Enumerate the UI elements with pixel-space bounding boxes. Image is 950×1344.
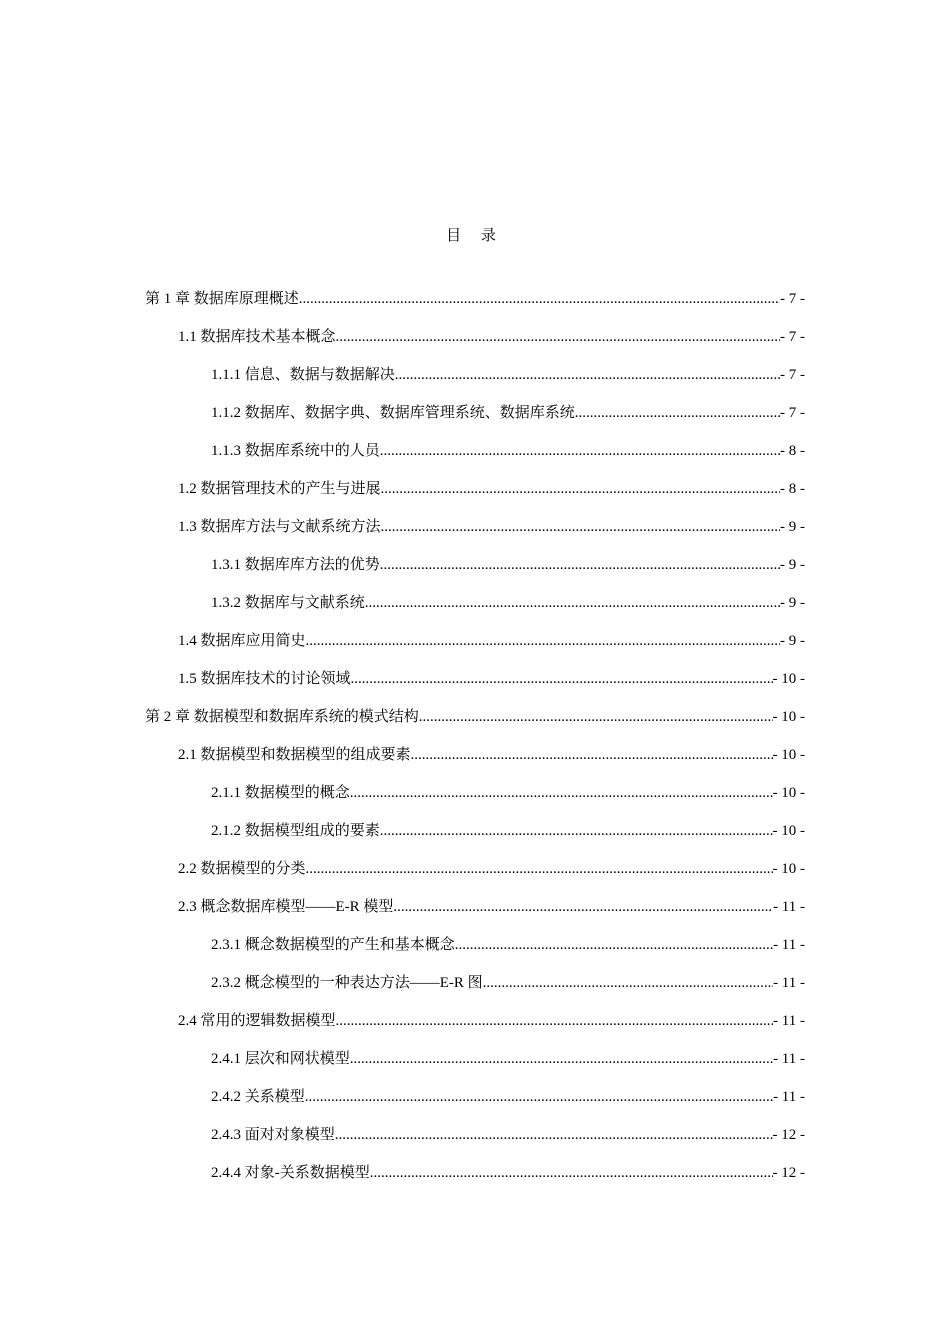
toc-entry-page-number: - 11 - (773, 1013, 805, 1029)
toc-entry-page-number: - 11 - (773, 1089, 805, 1105)
toc-entry-title: 2.4 常用的逻辑数据模型 (178, 1013, 336, 1029)
toc-entry[interactable] (0, 1010, 950, 1048)
toc-entry-title: 2.4.2 关系模型 (211, 1089, 305, 1105)
toc-entry-title: 2.3 概念数据库模型——E-R 模型 (178, 899, 394, 915)
toc-entry-line (211, 402, 805, 424)
toc-entry[interactable] (0, 706, 950, 744)
toc-entry-title: 2.2 数据模型的分类 (178, 861, 306, 877)
toc-dot-leader (305, 1086, 773, 1108)
toc-dot-leader (380, 554, 780, 576)
toc-entry[interactable] (0, 972, 950, 1010)
toc-entry[interactable] (0, 782, 950, 820)
toc-entry-page-number: - 10 - (772, 747, 805, 763)
toc-entry[interactable] (0, 630, 950, 668)
toc-entry-line (145, 288, 805, 310)
toc-entry-title: 2.4.3 面对对象模型 (211, 1127, 335, 1143)
toc-entry[interactable] (0, 554, 950, 592)
toc-dot-leader (335, 1124, 773, 1146)
toc-entry-line (178, 630, 805, 652)
toc-dot-leader (336, 326, 780, 348)
toc-entry-page-number: - 9 - (780, 595, 805, 611)
toc-dot-leader (381, 516, 780, 538)
toc-entry-line (211, 1162, 805, 1184)
toc-dot-leader (350, 782, 773, 804)
toc-entry-title: 1.3 数据库方法与文献系统方法 (178, 519, 381, 535)
toc-entry-page-number: - 10 - (772, 785, 805, 801)
toc-entry-line (145, 706, 805, 728)
toc-entry-line (178, 326, 805, 348)
toc-entry-title: 1.1 数据库技术基本概念 (178, 329, 336, 345)
toc-entry-title: 2.4.4 对象-关系数据模型 (211, 1165, 370, 1181)
toc-entry[interactable] (0, 288, 950, 326)
toc-entry-title: 2.3.1 概念数据模型的产生和基本概念 (211, 937, 455, 953)
toc-entry[interactable] (0, 1124, 950, 1162)
toc-entry-line (211, 972, 805, 994)
toc-entry[interactable] (0, 1048, 950, 1086)
toc-entry[interactable] (0, 478, 950, 516)
toc-entry-line (178, 1010, 805, 1032)
toc-entry-title: 1.4 数据库应用简史 (178, 633, 306, 649)
toc-dot-leader (575, 402, 780, 424)
toc-entry-page-number: - 11 - (773, 937, 805, 953)
toc-entry-line (178, 744, 805, 766)
toc-entry-title: 1.1.2 数据库、数据字典、数据库管理系统、数据库系统 (211, 405, 575, 421)
toc-entry-title: 1.5 数据库技术的讨论领域 (178, 671, 351, 687)
toc-entry-line (211, 1086, 805, 1108)
toc-entry-page-number: - 7 - (780, 329, 805, 345)
toc-entry-page-number: - 10 - (772, 861, 805, 877)
toc-entry-page-number: - 10 - (772, 671, 805, 687)
toc-entry[interactable] (0, 516, 950, 554)
toc-entry-line (178, 896, 805, 918)
toc-entry[interactable] (0, 668, 950, 706)
toc-entry[interactable] (0, 440, 950, 478)
toc-entry[interactable] (0, 744, 950, 782)
toc-entry[interactable] (0, 858, 950, 896)
toc-title: 目 录 (446, 228, 504, 244)
toc-entry-line (211, 820, 805, 842)
toc-dot-leader (306, 858, 773, 880)
toc-entry-page-number: - 7 - (780, 405, 805, 421)
toc-entry-title: 第 2 章 数据模型和数据库系统的模式结构 (145, 709, 419, 725)
toc-entry-title: 1.3.2 数据库与文献系统 (211, 595, 365, 611)
toc-entry[interactable] (0, 934, 950, 972)
toc-dot-leader (393, 896, 773, 918)
toc-entry-line (211, 440, 805, 462)
toc-entry-title: 1.2 数据管理技术的产生与进展 (178, 481, 381, 497)
toc-dot-leader (336, 1010, 774, 1032)
toc-entry-page-number: - 11 - (773, 1051, 805, 1067)
toc-entry-page-number: - 9 - (780, 557, 805, 573)
toc-entry-title: 2.1 数据模型和数据模型的组成要素 (178, 747, 411, 763)
toc-entry-title: 第 1 章 数据库原理概述 (145, 291, 299, 307)
toc-entry[interactable] (0, 592, 950, 630)
toc-dot-leader (350, 1048, 773, 1070)
toc-entry[interactable] (0, 1086, 950, 1124)
toc-dot-leader (381, 478, 780, 500)
toc-dot-leader (365, 592, 780, 614)
toc-entry-line (211, 782, 805, 804)
toc-entry[interactable] (0, 1162, 950, 1200)
toc-entry-line (211, 592, 805, 614)
toc-entry-page-number: - 12 - (772, 1127, 805, 1143)
toc-entry-page-number: - 9 - (780, 519, 805, 535)
toc-dot-leader (395, 364, 780, 386)
toc-entry[interactable] (0, 896, 950, 934)
toc-entry-page-number: - 11 - (773, 975, 805, 991)
toc-entry-page-number: - 7 - (780, 291, 805, 307)
toc-entry-title: 2.4.1 层次和网状模型 (211, 1051, 350, 1067)
toc-entry-title: 2.1.2 数据模型组成的要素 (211, 823, 380, 839)
toc-entry-page-number: - 8 - (780, 443, 805, 459)
toc-dot-leader (380, 440, 780, 462)
toc-entry-title: 1.3.1 数据库库方法的优势 (211, 557, 380, 573)
toc-dot-leader (299, 288, 780, 310)
toc-entry-line (211, 1124, 805, 1146)
toc-entry-line (178, 478, 805, 500)
toc-entry[interactable] (0, 364, 950, 402)
toc-dot-leader (380, 820, 773, 842)
toc-entry-line (211, 554, 805, 576)
toc-dot-leader (351, 668, 773, 690)
toc-entry[interactable] (0, 820, 950, 858)
toc-entry-page-number: - 10 - (772, 709, 805, 725)
toc-entry-title: 1.1.1 信息、数据与数据解决 (211, 367, 395, 383)
toc-entry-line (211, 1048, 805, 1070)
toc-entry-line (211, 364, 805, 386)
toc-entry-page-number: - 7 - (780, 367, 805, 383)
toc-dot-leader (370, 1162, 773, 1184)
toc-entry-page-number: - 11 - (773, 899, 805, 915)
toc-dot-leader (306, 630, 780, 652)
toc-dot-leader (419, 706, 773, 728)
toc-entry-page-number: - 10 - (772, 823, 805, 839)
toc-entry-line (178, 516, 805, 538)
toc-entry[interactable] (0, 326, 950, 364)
toc-entry-line (178, 668, 805, 690)
toc-entry-line (178, 858, 805, 880)
toc-entry-page-number: - 12 - (772, 1165, 805, 1181)
toc-entry[interactable] (0, 402, 950, 440)
toc-dot-leader (411, 744, 773, 766)
toc-entry-title: 2.3.2 概念模型的一种表达方法——E-R 图 (211, 975, 483, 991)
toc-dot-leader (455, 934, 773, 956)
table-of-contents (0, 288, 950, 1200)
toc-entry-page-number: - 9 - (780, 633, 805, 649)
toc-entry-page-number: - 8 - (780, 481, 805, 497)
toc-entry-title: 1.1.3 数据库系统中的人员 (211, 443, 380, 459)
toc-dot-leader (483, 972, 773, 994)
toc-entry-line (211, 934, 805, 956)
toc-entry-title: 2.1.1 数据模型的概念 (211, 785, 350, 801)
